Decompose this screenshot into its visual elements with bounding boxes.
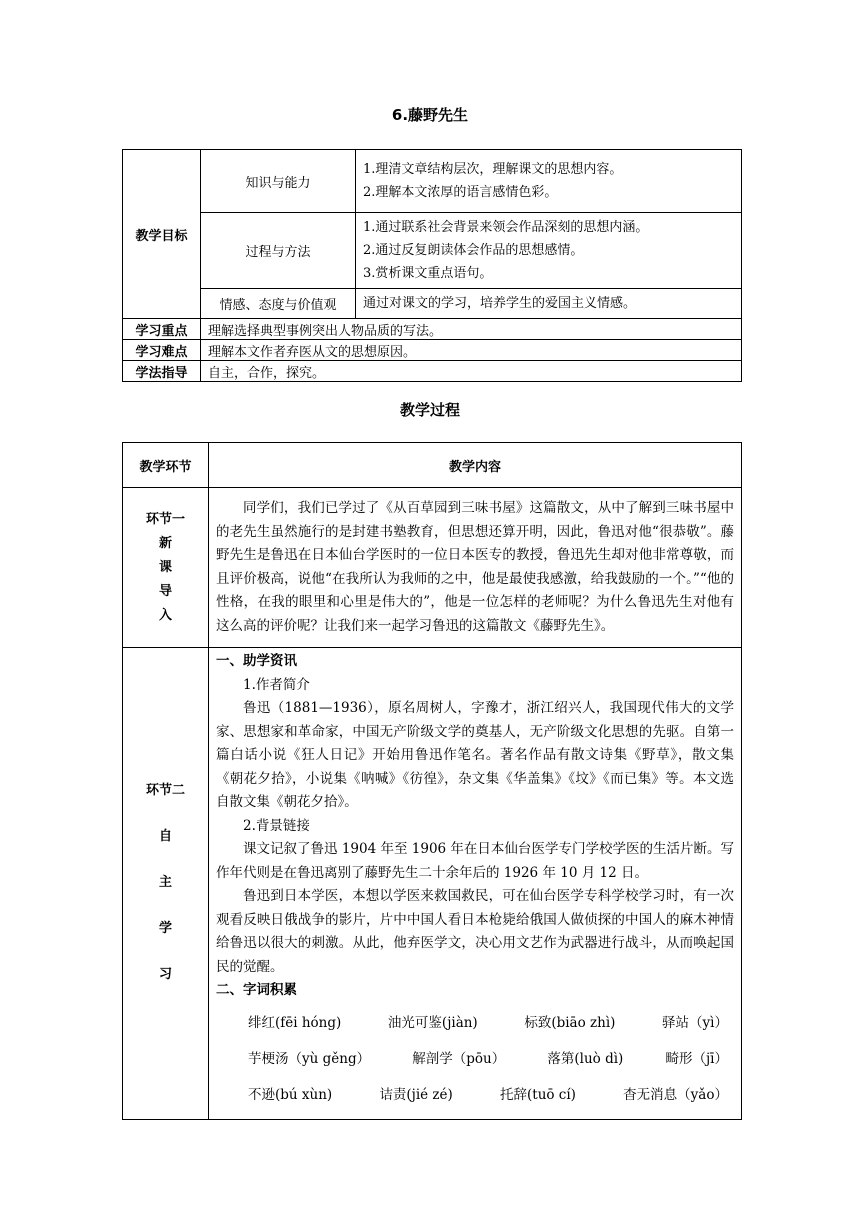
stage2-label-line: 主 [158,875,172,891]
vocab-item: 落第(luò dì) [547,1050,624,1067]
objective-item: 2.通过反复朗读体会作品的思想感情。 [363,243,584,258]
col-stage-header: 教学环节 [123,443,209,488]
stage2-label-line: 环节二 [145,783,185,799]
objective-item: 3.赏析课文重点语句。 [363,266,493,281]
stage1-label-line: 导 [158,583,172,599]
vocab-row [216,1077,734,1113]
subheading-background: 2.背景链接 [243,817,310,834]
dimension-process: 过程与方法 [201,213,356,289]
goal-label: 教学目标 [123,150,201,319]
vocab-item: 不逊(bú xùn) [248,1086,333,1103]
section-heading-vocab: 二、字词积累 [216,982,297,998]
background-text-2: 鲁迅到日本学医，本想以学医来救国救民，可在仙台医学专科学校学习时，有一次观看反映日俄战争的影片，片中中国人看日本枪毙给俄国人做侦探的中国人的麻木神情给鲁迅以很大的刺激。从此，他弃医学文，决心用文艺作为武器进行战斗，从而唤起国民的觉醒。 [216,888,734,975]
focus-label: 学习重点 [123,319,201,340]
stage1-label-line: 课 [158,559,172,575]
vocab-item: 托辞(tuō cí) [500,1086,576,1103]
stage2-label-line: 自 [158,829,172,845]
method-label: 学法指导 [123,361,201,382]
process-table [122,442,742,1120]
vocab-item: 芋梗汤（yù gěng） [248,1050,371,1067]
page-title: 6.藤野先生 [391,106,469,124]
vocab-item: 驿站（yì） [662,1014,728,1031]
vocab-list [216,1003,734,1113]
vocab-item: 油光可鉴(jiàn) [387,1014,478,1031]
vocab-item: 诘责(jié zé) [379,1086,453,1103]
dimension-emotion: 情感、态度与价值观 [201,289,356,319]
vocab-item: 畸形（jī） [665,1050,728,1067]
process-items [356,213,742,289]
difficulty-label: 学习难点 [123,340,201,361]
vocab-row [216,1041,734,1077]
stage1-text: 同学们，我们已学过了《从百草园到三味书屋》这篇散文，从中了解到三味书屋中的老先生虽然施行的是封建书塾教育，但思想还算开明，因此，鲁迅对他“很恭敬”。藤野先生是鲁迅在日本仙台学医时的一位日本医专的教授，鲁迅先生却对他非常尊敬，而且评价极高，说他“在我所认为我师的之中，他是最使我感激，给我鼓励的一个。”“他的性格，在我的眼里和心里是伟大的”，他是一位怎样的老师呢？为什么鲁迅先生对他有这么高的评价呢？让我们来一起学习鲁迅的这篇散文《藤野先生》。 [209,488,742,648]
knowledge-items [356,150,742,213]
subheading-author: 1.作者简介 [243,676,310,693]
stage1-label-line: 入 [158,607,172,623]
background-text-1: 课文记叙了鲁迅 1904 年至 1906 年在日本仙台医学专门学校学医的生活片断。写作年代则是在鲁迅离别了藤野先生二十余年后的 1926 年 10 月 12 日。 [216,841,734,881]
stage2-label [123,648,209,1120]
dimension-knowledge: 知识与能力 [201,150,356,213]
stage1-label [123,488,209,648]
process-title: 教学过程 [399,401,460,419]
objective-item: 1.理清文章结构层次，理解课文的思想内容。 [363,162,623,177]
vocab-item: 标致(biāo zhì) [524,1014,616,1031]
col-content-header: 教学内容 [209,443,742,488]
stage1-label-line: 新 [158,535,172,551]
stage1-label-line: 环节一 [145,511,185,527]
emotion-item: 通过对课文的学习，培养学生的爱国主义情感。 [356,289,742,319]
vocab-row [216,1005,734,1041]
method-text: 自主，合作，探究。 [201,361,742,382]
stage2-label-line: 习 [158,967,172,983]
objective-item: 2.理解本文浓厚的语言感情色彩。 [363,185,558,200]
stage2-content [209,648,742,1120]
vocab-item: 绯红(fēi hóng) [248,1014,342,1031]
objectives-table [122,149,742,382]
focus-text: 理解选择典型事例突出人物品质的写法。 [201,319,742,340]
difficulty-text: 理解本文作者弃医从文的思想原因。 [201,340,742,361]
author-text: 鲁迅（1881—1936），原名周树人，字豫才，浙江绍兴人，我国现代伟大的文学家、思想家和革命家，中国无产阶级文学的奠基人，无产阶级文化思想的先驱。自第一篇白话小说《狂人日记》开始用鲁迅作笔名。著名作品有散文诗集《野草》，散文集《朝花夕拾》，小说集《呐喊》《彷徨》，杂文集《华盖集》《坟》《而已集》等。本文选自散文集《朝花夕拾》。 [216,700,734,810]
section-heading-info: 一、助学资讯 [216,653,297,669]
objective-item: 1.通过联系社会背景来领会作品深刻的思想内涵。 [363,220,649,235]
vocab-item: 杳无消息（yǎo） [623,1086,728,1103]
stage2-label-line: 学 [158,921,172,937]
vocab-item: 解剖学（pōu） [412,1050,506,1067]
